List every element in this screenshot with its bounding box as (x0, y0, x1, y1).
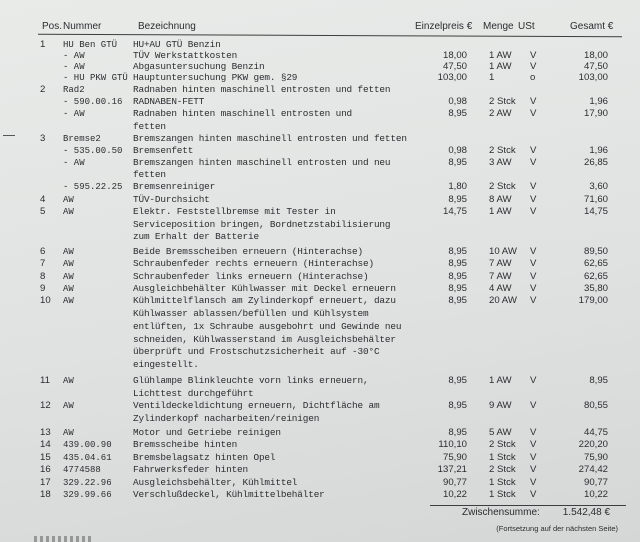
total-cell: 71,60 (583, 194, 608, 205)
total-cell: 220,20 (578, 439, 608, 450)
number-cell: AW (63, 195, 74, 205)
vat-cell: V (530, 206, 537, 217)
total-cell: 47,50 (583, 61, 608, 72)
number-cell: 439.00.90 (63, 440, 112, 450)
quantity-cell: 1 AW (489, 50, 512, 61)
total-cell: 80,55 (583, 400, 608, 411)
number-cell: AW (63, 259, 74, 269)
vat-cell: V (530, 283, 537, 294)
pos-cell: 3 (40, 133, 46, 144)
total-cell: 3,60 (589, 181, 608, 192)
description-cell: Bremsbelagsatz hinten Opel (133, 452, 276, 463)
header-bezeichnung: Bezeichnung (138, 21, 196, 32)
total-cell: 62,65 (583, 258, 608, 269)
table-row (0, 257, 640, 271)
vat-cell: o (530, 72, 536, 83)
unit-price-cell: 8,95 (448, 108, 467, 119)
number-cell: 4774588 (63, 465, 101, 475)
subtotal-rule (430, 505, 626, 506)
description-cell: Zylinderkopf nacharbeiten/reinigen (133, 413, 320, 424)
number-cell: Bremse2 (63, 134, 101, 144)
vat-cell: V (530, 439, 537, 450)
description-cell: Radnaben hinten maschinell entrosten und (133, 108, 353, 119)
unit-price-cell: 0,98 (448, 96, 467, 107)
pos-cell: 6 (40, 246, 46, 257)
header-nummer: Nummer (63, 21, 102, 32)
pos-cell: 2 (40, 84, 46, 95)
unit-price-cell: 14,75 (442, 206, 467, 217)
description-cell: fetten (133, 121, 166, 132)
vat-cell: V (530, 400, 537, 411)
pos-cell: 14 (40, 439, 51, 450)
unit-price-cell: 137,21 (437, 464, 467, 475)
continuation-line: entlüften, 1x Schraube ausgebohrt und Gewinde neu (133, 321, 402, 332)
pos-cell: 13 (40, 427, 51, 438)
vat-cell: V (530, 157, 537, 168)
quantity-cell: 3 AW (489, 157, 512, 168)
description-cell: fetten (133, 169, 166, 180)
header-ust: USt (518, 21, 535, 32)
header-pos: Pos. (42, 21, 63, 32)
description-cell: zum Erhalt der Batterie (133, 231, 259, 242)
description-cell: Bremsscheibe hinten (133, 439, 238, 450)
quantity-cell: 4 AW (489, 283, 512, 294)
quantity-cell: 2 Stck (489, 181, 516, 192)
table-row (0, 488, 640, 502)
unit-price-cell: 1,80 (448, 181, 467, 192)
description-cell: Ventildeckeldichtung erneuern, Dichtfläche am (133, 400, 380, 411)
total-cell: 14,75 (583, 206, 608, 217)
number-cell: - AW (63, 158, 85, 168)
total-cell: 1,96 (589, 145, 608, 156)
quantity-cell: 1 Stck (489, 489, 516, 500)
continuation-line: eingestellt. (133, 359, 199, 370)
table-row (0, 180, 640, 194)
number-cell: HU Ben GTÜ (63, 40, 118, 50)
description-cell: Ausgleichbehälter Kühlwasser mit Deckel erneuern (133, 283, 396, 294)
unit-price-cell: 110,10 (438, 439, 467, 450)
number-cell: - 535.00.50 (63, 146, 123, 156)
quantity-cell: 1 AW (489, 206, 512, 217)
vat-cell: V (530, 295, 537, 306)
description-cell: HU+AU GTÜ Benzin (133, 39, 221, 50)
unit-price-cell: 8,95 (448, 283, 467, 294)
vat-cell: V (530, 194, 537, 205)
total-cell: 90,77 (583, 477, 608, 488)
description-cell: Glühlampe Blinkleuchte vorn links erneuern, (133, 375, 369, 386)
number-cell: AW (63, 284, 74, 294)
quantity-cell: 1 Stck (489, 452, 516, 463)
pos-cell: 8 (40, 271, 46, 282)
table-row (0, 294, 640, 308)
unit-price-cell: 8,95 (448, 375, 467, 386)
unit-price-cell: 8,95 (448, 427, 467, 438)
number-cell: - HU PKW GTÜ (63, 73, 128, 83)
number-cell: - AW (63, 62, 85, 72)
unit-price-cell: 8,95 (448, 271, 467, 282)
continuation-note: (Fortsetzung auf der nächsten Seite) (496, 524, 618, 533)
quantity-cell: 1 AW (489, 61, 512, 72)
description-cell: Kühlmittelflansch am Zylinderkopf erneuert, dazu (133, 295, 396, 306)
description-cell: TÜV-Durchsicht (133, 194, 210, 205)
number-cell: AW (63, 247, 74, 257)
pos-cell: 11 (40, 375, 50, 386)
vat-cell: V (530, 258, 537, 269)
number-cell: - 595.22.25 (63, 182, 123, 192)
vat-cell: V (530, 145, 537, 156)
total-cell: 35,80 (583, 283, 608, 294)
description-cell: Bremsenreiniger (133, 181, 216, 192)
table-row (0, 230, 640, 244)
total-cell: 10,22 (583, 489, 608, 500)
header-einzelpreis: Einzelpreis € (415, 21, 473, 32)
total-cell: 26,85 (583, 157, 608, 168)
unit-price-cell: 8,95 (448, 258, 467, 269)
header-gesamt: Gesamt € (570, 21, 614, 32)
pos-cell: 17 (40, 477, 51, 488)
description-cell: Elektr. Feststellbremse mit Tester in (133, 206, 336, 217)
pos-cell: 16 (40, 464, 51, 475)
vat-cell: V (530, 246, 537, 257)
pos-cell: 4 (40, 194, 46, 205)
vat-cell: V (530, 96, 537, 107)
total-cell: 44,75 (583, 427, 608, 438)
description-cell: Serviceposition bringen, Bordnetzstabilisierung (133, 219, 391, 230)
number-cell: - 590.00.16 (63, 97, 123, 107)
description-cell: Bremszangen hinten maschinell entrosten und neu (133, 157, 391, 168)
unit-price-cell: 8,95 (448, 246, 467, 257)
quantity-cell: 1 (489, 72, 495, 83)
header-menge: Menge (483, 21, 514, 32)
pos-cell: 1 (40, 39, 46, 50)
number-cell: 329.99.66 (63, 490, 112, 500)
quantity-cell: 7 AW (489, 271, 512, 282)
unit-price-cell: 8,95 (448, 157, 467, 168)
table-header (0, 21, 640, 35)
total-cell: 18,00 (583, 50, 608, 61)
pos-cell: 7 (40, 258, 46, 269)
quantity-cell: 2 Stck (489, 145, 516, 156)
description-cell: Schraubenfeder links erneuern (Hinterachse) (133, 271, 369, 282)
quantity-cell: 7 AW (489, 258, 512, 269)
table-row (0, 399, 640, 413)
description-cell: Radnaben hinten maschinell entrosten und fetten (133, 84, 391, 95)
number-cell: AW (63, 296, 74, 306)
description-cell: Lichttest durchgeführt (133, 388, 254, 399)
vat-cell: V (530, 271, 537, 282)
pos-cell: 10 (40, 295, 51, 306)
vat-cell: V (530, 489, 537, 500)
number-cell: AW (63, 272, 74, 282)
description-cell: Bremszangen hinten maschinell entrosten und fetten (133, 133, 407, 144)
description-cell: Fahrwerksfeder hinten (133, 464, 248, 475)
quantity-cell: 2 AW (489, 108, 512, 119)
description-cell: Abgasuntersuchung Benzin (133, 61, 265, 72)
total-cell: 103,00 (578, 72, 608, 83)
continuation-line: überprüft und Frostschutzsicherheit auf -30°C (133, 346, 380, 357)
unit-price-cell: 47,50 (442, 61, 467, 72)
unit-price-cell: 8,95 (448, 295, 467, 306)
total-cell: 62,65 (583, 271, 608, 282)
quantity-cell: 2 Stck (489, 96, 516, 107)
number-cell: AW (63, 207, 74, 217)
number-cell: 435.04.61 (63, 453, 112, 463)
quantity-cell: 2 Stck (489, 464, 516, 475)
total-cell: 1,96 (589, 96, 608, 107)
description-cell: TÜV Werkstattkosten (133, 50, 238, 61)
number-cell: - AW (63, 51, 85, 61)
total-cell: 8,95 (589, 375, 608, 386)
number-cell: - AW (63, 109, 85, 119)
table-row (0, 438, 640, 452)
description-cell: RADNABEN-FETT (133, 96, 205, 107)
pos-cell: 18 (40, 489, 51, 500)
unit-price-cell: 18,00 (442, 50, 467, 61)
number-cell: AW (63, 401, 74, 411)
table-row (0, 205, 640, 219)
unit-price-cell: 103,00 (437, 72, 467, 83)
quantity-cell: 9 AW (489, 400, 512, 411)
table-row (0, 412, 640, 426)
quantity-cell: 10 AW (489, 246, 517, 257)
total-cell: 274,42 (578, 464, 608, 475)
number-cell: Rad2 (63, 85, 85, 95)
subtotal-label: Zwischensumme: (462, 507, 540, 518)
unit-price-cell: 75,90 (442, 452, 467, 463)
quantity-cell: 1 Stck (489, 477, 516, 488)
pos-cell: 12 (40, 400, 51, 411)
pos-cell: 15 (40, 452, 51, 463)
table-row (0, 107, 640, 121)
quantity-cell: 8 AW (489, 194, 512, 205)
continuation-line: Kühlwasser ablassen/befüllen und Kühlsystem (133, 308, 369, 319)
total-cell: 17,90 (583, 108, 608, 119)
vat-cell: V (530, 427, 537, 438)
vat-cell: V (530, 61, 537, 72)
vat-cell: V (530, 477, 537, 488)
quantity-cell: 5 AW (489, 427, 512, 438)
number-cell: AW (63, 428, 74, 438)
description-cell: Beide Bremsscheiben erneuern (Hinterachse) (133, 246, 363, 257)
description-cell: Verschlußdeckel, Kühlmittelbehälter (133, 489, 325, 500)
number-cell: 329.22.96 (63, 478, 112, 488)
vat-cell: V (530, 108, 537, 119)
unit-price-cell: 8,95 (448, 194, 467, 205)
quantity-cell: 1 AW (489, 375, 512, 386)
unit-price-cell: 10,22 (442, 489, 467, 500)
vat-cell: V (530, 181, 537, 192)
total-cell: 179,00 (578, 295, 608, 306)
vat-cell: V (530, 452, 537, 463)
quantity-cell: 2 Stck (489, 439, 516, 450)
table-row (0, 374, 640, 388)
pos-cell: 5 (40, 206, 46, 217)
unit-price-cell: 90,77 (442, 477, 467, 488)
description-cell: Bremsenfett (133, 145, 194, 156)
description-cell: Hauptuntersuchung PKW gem. §29 (133, 72, 298, 83)
table-row (0, 463, 640, 477)
continuation-line: schneiden, Kühlwasserstand im Ausgleichsbehälter (133, 334, 396, 345)
total-cell: 75,90 (583, 452, 608, 463)
description-cell: Schraubenfeder rechts erneuern (Hinterachse) (133, 258, 374, 269)
subtotal-value: 1.542,48 € (562, 507, 610, 518)
unit-price-cell: 0,98 (448, 145, 467, 156)
vat-cell: V (530, 375, 537, 386)
pos-cell: 9 (40, 283, 46, 294)
quantity-cell: 20 AW (489, 295, 517, 306)
unit-price-cell: 8,95 (448, 400, 467, 411)
total-cell: 89,50 (583, 246, 608, 257)
description-cell: Ausgleichsbehälter, Kühlmittel (133, 477, 298, 488)
next-line-fragment (34, 536, 94, 542)
vat-cell: V (530, 50, 537, 61)
number-cell: AW (63, 376, 74, 386)
vat-cell: V (530, 464, 537, 475)
description-cell: Motor und Getriebe reinigen (133, 427, 281, 438)
